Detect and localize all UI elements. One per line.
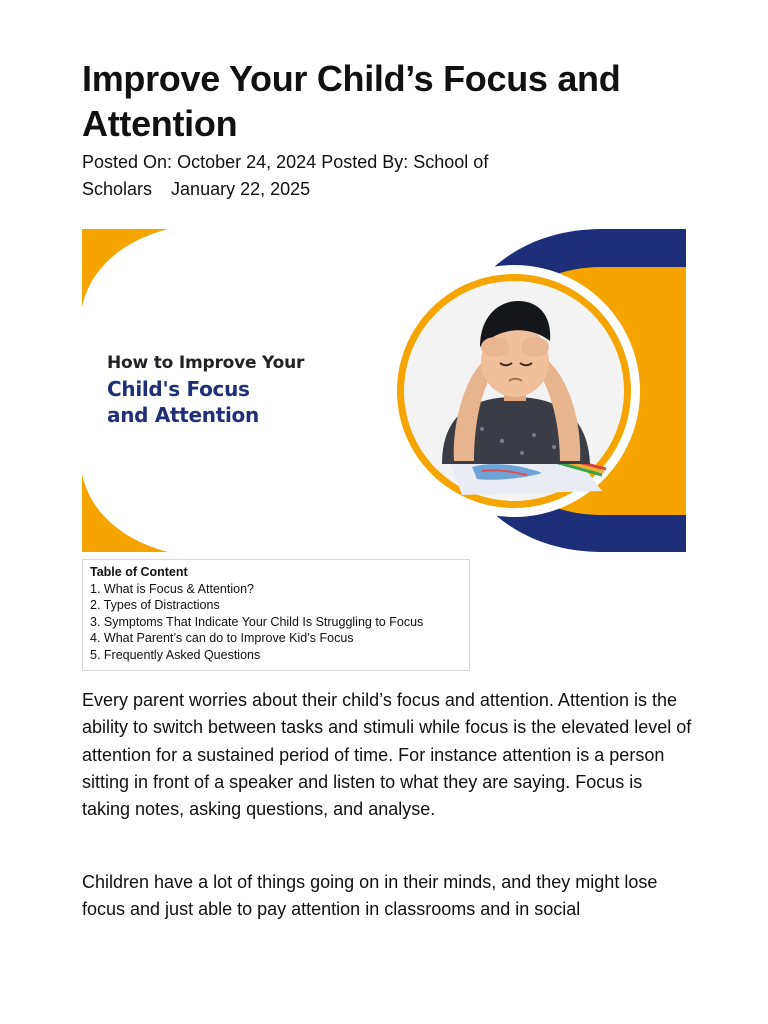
body-paragraph-1: Every parent worries about their child’s focus and attention. Attention is the ability to switch between tasks and stimuli while focus is the elevated level of attention for a sustained period of time. For instance attention is a person sitting in front of a speaker and listen to what they are saying. Focus is taking notes, asking questions, and analyse. bbox=[82, 690, 692, 820]
hero-line-1: How to Improve Your bbox=[107, 353, 305, 373]
body-paragraph-2: Children have a lot of things going on in their minds, and they might lose focus and just able to pay attention in classrooms and in social bbox=[82, 872, 658, 920]
posted-by-label: Posted By: bbox=[321, 152, 409, 172]
post-meta bbox=[82, 149, 552, 203]
hero-headline bbox=[107, 350, 304, 428]
posted-on-date: October 24, 2024 bbox=[177, 152, 317, 172]
hero-line-3: and Attention bbox=[107, 403, 259, 427]
toc-item-5[interactable]: 5. Frequently Asked Questions bbox=[90, 647, 261, 662]
toc-item-2[interactable]: 2. Types of Distractions bbox=[90, 598, 220, 613]
posted-on-label: Posted On: bbox=[82, 152, 173, 172]
hero-image bbox=[82, 229, 686, 552]
orange-corner-top bbox=[82, 229, 168, 307]
toc-item-3[interactable]: 3. Symptoms That Indicate Your Child Is Struggling to Focus bbox=[90, 614, 424, 629]
toc-item-1[interactable]: 1. What is Focus & Attention? bbox=[90, 581, 254, 596]
orange-corner-bottom bbox=[82, 474, 168, 552]
table-of-contents bbox=[82, 559, 470, 671]
updated-date: January 22, 2025 bbox=[171, 179, 311, 199]
toc-title: Table of Content bbox=[90, 565, 188, 579]
hero-line-2: Child's Focus bbox=[107, 377, 250, 401]
toc-item-4[interactable]: 4. What Parent’s can do to Improve Kid’s Focus bbox=[90, 631, 354, 646]
page-title: Improve Your Child’s Focus and Attention bbox=[82, 58, 621, 144]
author-link[interactable]: School of Scholars bbox=[82, 152, 489, 199]
